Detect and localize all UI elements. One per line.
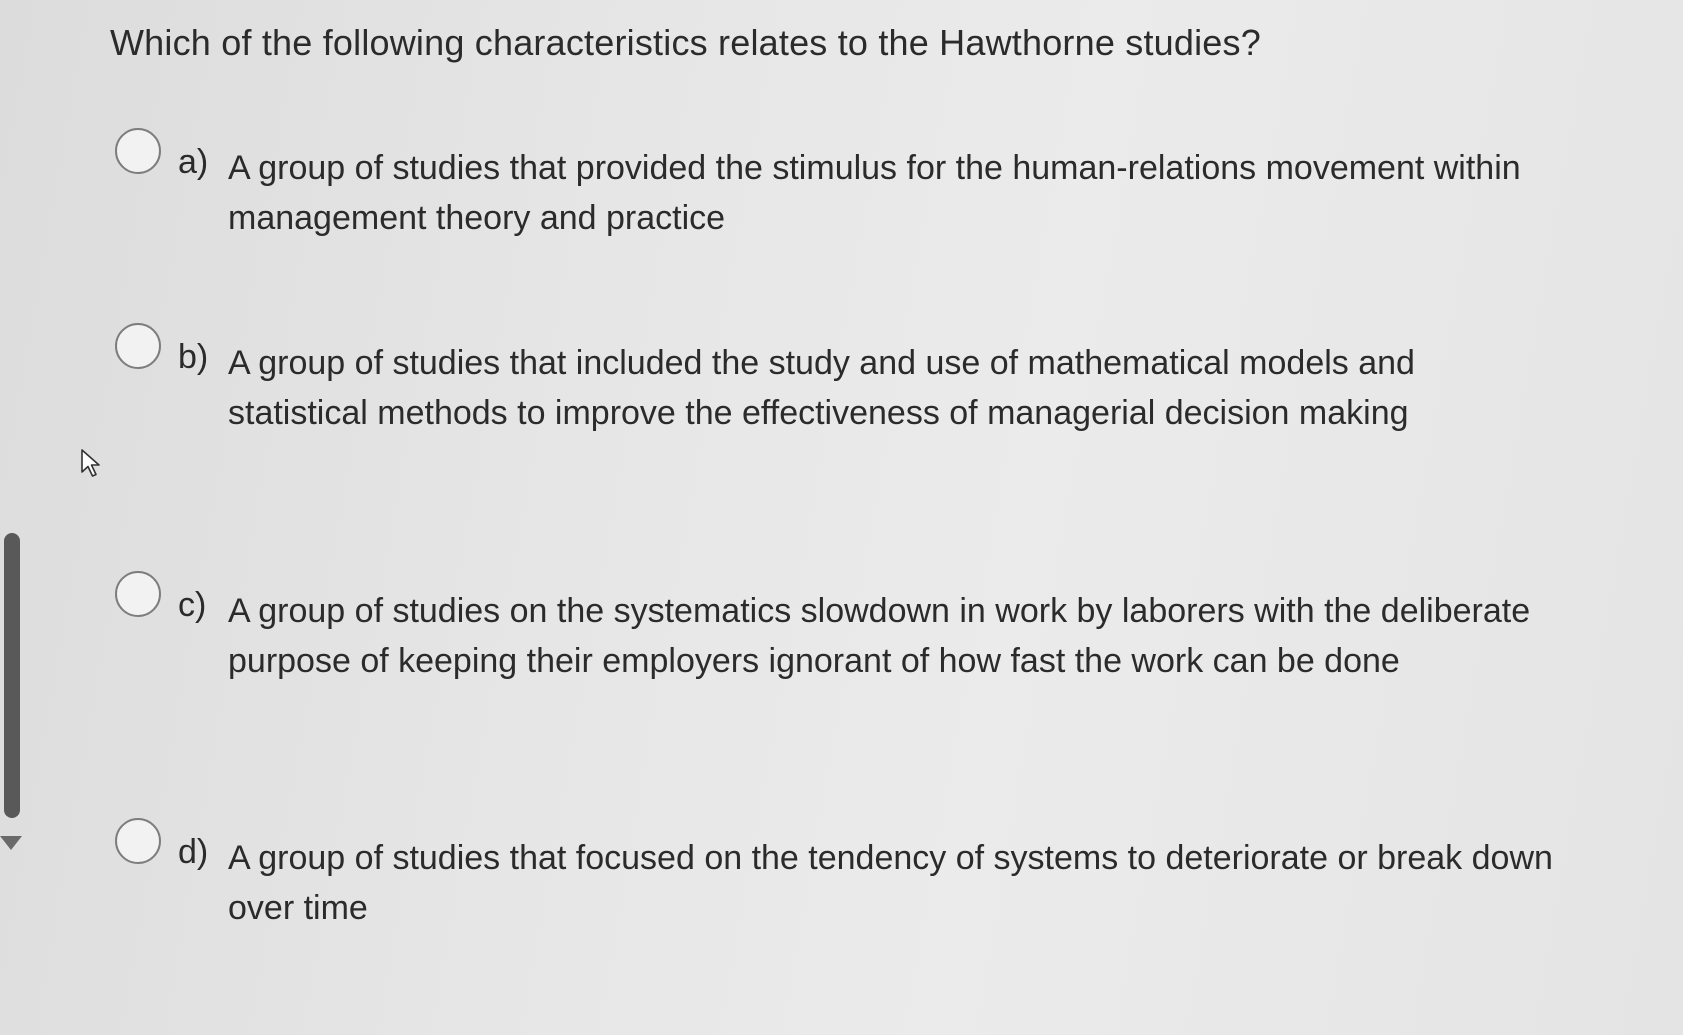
scroll-down-arrow-icon[interactable] [0, 836, 22, 850]
option-d-letter: d) [178, 833, 209, 871]
option-c-label: A group of studies on the systematics slowdown in work by laborers with the deliberate purpose of keeping their employers ignorant of how fast the work can be done [228, 592, 1531, 680]
option-d[interactable] [110, 815, 1560, 955]
option-c[interactable] [110, 568, 1560, 708]
option-a-letter: a) [178, 143, 209, 181]
option-a[interactable] [110, 125, 1560, 265]
option-a-label: A group of studies that provided the stimulus for the human-relations movement within management theory and practice [228, 149, 1521, 237]
option-b[interactable] [110, 320, 1560, 460]
mouse-pointer-icon [80, 448, 102, 478]
option-d-label: A group of studies that focused on the tendency of systems to deteriorate or break down over time [228, 839, 1553, 927]
vertical-scrollbar[interactable] [4, 533, 20, 818]
option-a-radio-icon[interactable] [115, 128, 161, 174]
option-b-label: A group of studies that included the study and use of mathematical models and statistical methods to improve the effectiveness of managerial decision making [228, 344, 1415, 432]
option-d-radio-icon[interactable] [115, 818, 161, 864]
option-c-letter: c) [178, 586, 207, 624]
option-c-radio-icon[interactable] [115, 571, 161, 617]
option-b-letter: b) [178, 338, 209, 376]
question-text: Which of the following characteristics relates to the Hawthorne studies? [110, 22, 1261, 63]
option-b-radio-icon[interactable] [115, 323, 161, 369]
